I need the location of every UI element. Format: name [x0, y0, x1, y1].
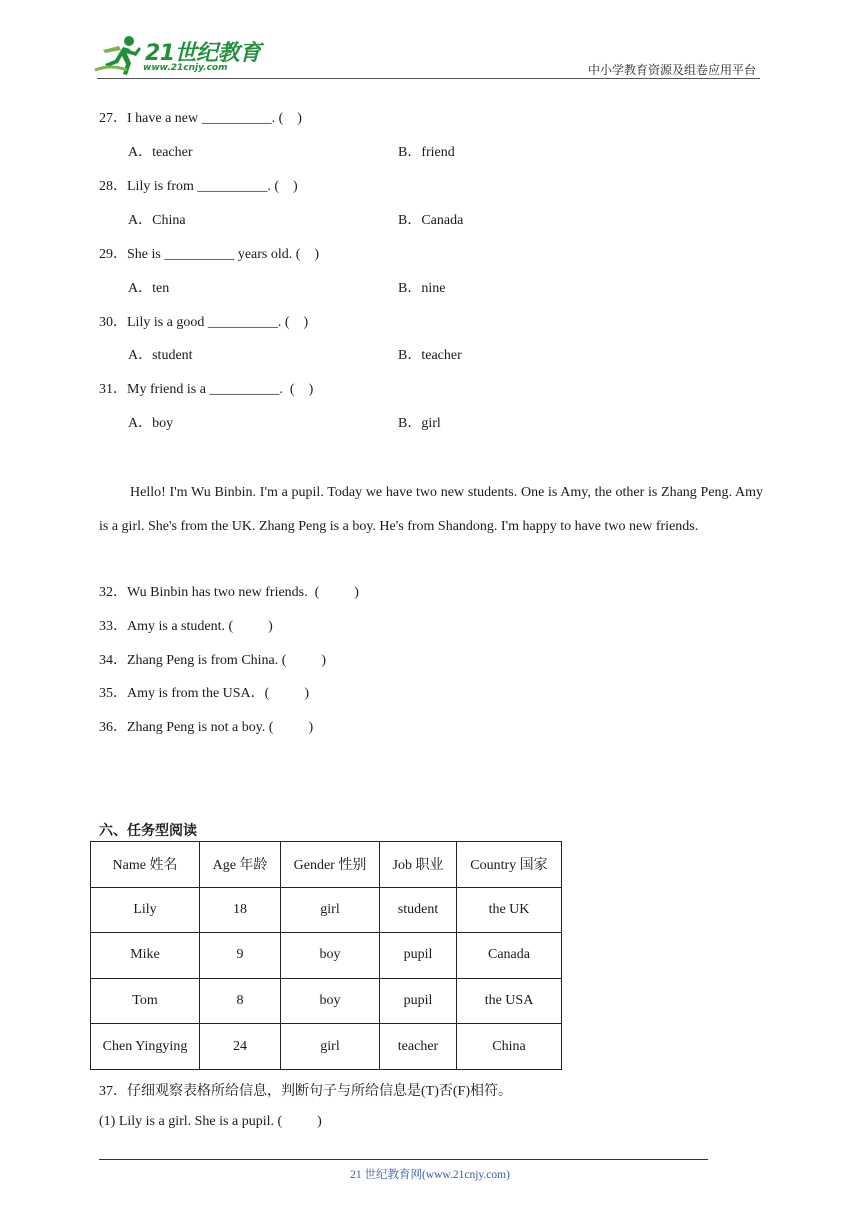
- question-29-option-a: A．ten: [128, 281, 170, 296]
- table-header-cell: Age 年龄: [200, 842, 281, 888]
- question-28-option-a: A．China: [128, 213, 186, 228]
- question-31-option-a: A．boy: [128, 416, 174, 431]
- table-row: [91, 1024, 562, 1070]
- question-27-option-a: A．teacher: [128, 145, 193, 160]
- question-28-option-b: B．Canada: [398, 213, 464, 228]
- question-37-item-1: (1) Lily is a girl. She is a pupil. ( ): [99, 1114, 322, 1129]
- logo-url: www.21cnjy.com: [143, 63, 228, 73]
- question-29-option-b: B．nine: [398, 281, 446, 296]
- site-logo: [93, 34, 268, 78]
- question-33: 33．Amy is a student. ( ): [99, 619, 273, 634]
- question-30: 30．Lily is a good __________. ( ): [99, 315, 309, 330]
- question-34: 34．Zhang Peng is from China. ( ): [99, 653, 327, 668]
- table-header-cell: Job 职业: [380, 842, 457, 888]
- table-cell: girl: [281, 1024, 380, 1070]
- question-36: 36．Zhang Peng is not a boy. ( ): [99, 720, 314, 735]
- table-cell: boy: [281, 933, 380, 979]
- table-cell: Mike: [91, 933, 200, 979]
- table-cell: student: [380, 887, 457, 933]
- table-cell: boy: [281, 978, 380, 1024]
- table-cell: 8: [200, 978, 281, 1024]
- page-header: [0, 0, 860, 80]
- question-32: 32．Wu Binbin has two new friends. ( ): [99, 585, 359, 600]
- table-cell: Tom: [91, 978, 200, 1024]
- page-footer: 21 世纪教育网(www.21cnjy.com): [350, 1169, 510, 1181]
- question-31-option-b: B．girl: [398, 416, 441, 431]
- table-cell: Chen Yingying: [91, 1024, 200, 1070]
- table-cell: Lily: [91, 887, 200, 933]
- question-28: 28．Lily is from __________. ( ): [99, 179, 298, 194]
- question-27-option-b: B．friend: [398, 145, 455, 160]
- table-header-cell: Country 国家: [457, 842, 562, 888]
- question-35: 35．Amy is from the USA．( ): [99, 686, 309, 701]
- table-cell: 9: [200, 933, 281, 979]
- runner-icon: [93, 34, 145, 76]
- question-27: 27．I have a new __________. ( ): [99, 111, 302, 126]
- table-cell: 18: [200, 887, 281, 933]
- table-row: [91, 887, 562, 933]
- question-31: 31．My friend is a __________. ( ): [99, 382, 314, 397]
- table-cell: teacher: [380, 1024, 457, 1070]
- table-header-cell: Name 姓名: [91, 842, 200, 888]
- question-29: 29．She is __________ years old. ( ): [99, 247, 320, 262]
- reading-passage: Hello! I'm Wu Binbin. I'm a pupil. Today we have two new students. One is Amy, the other is Zhang Peng. Amy is a girl. She's from the UK. Zhang Peng is a boy. He's from Shandong. I'm happy to have two new friends.: [99, 485, 763, 534]
- header-platform-text: 中小学教育资源及组卷应用平台: [587, 63, 756, 77]
- table-cell: China: [457, 1024, 562, 1070]
- section-title: 六、任务型阅读: [99, 823, 197, 839]
- question-30-option-b: B．teacher: [398, 348, 462, 363]
- table-header-cell: Gender 性别: [281, 842, 380, 888]
- header-divider: [97, 78, 760, 79]
- table-cell: 24: [200, 1024, 281, 1070]
- table-cell: girl: [281, 887, 380, 933]
- table-header-row: [91, 842, 562, 888]
- table-cell: the USA: [457, 978, 562, 1024]
- table-cell: the UK: [457, 887, 562, 933]
- logo-text: 21世纪教育: [145, 41, 261, 66]
- table-row: [91, 978, 562, 1024]
- info-table: [90, 841, 562, 1070]
- table-cell: pupil: [380, 978, 457, 1024]
- table-cell: Canada: [457, 933, 562, 979]
- question-30-option-a: A．student: [128, 348, 193, 363]
- footer-divider: [99, 1159, 708, 1160]
- table-row: [91, 933, 562, 979]
- question-37: 37．仔细观察表格所给信息，判断句子与所给信息是(T)否(F)相符。: [99, 1084, 512, 1099]
- table-cell: pupil: [380, 933, 457, 979]
